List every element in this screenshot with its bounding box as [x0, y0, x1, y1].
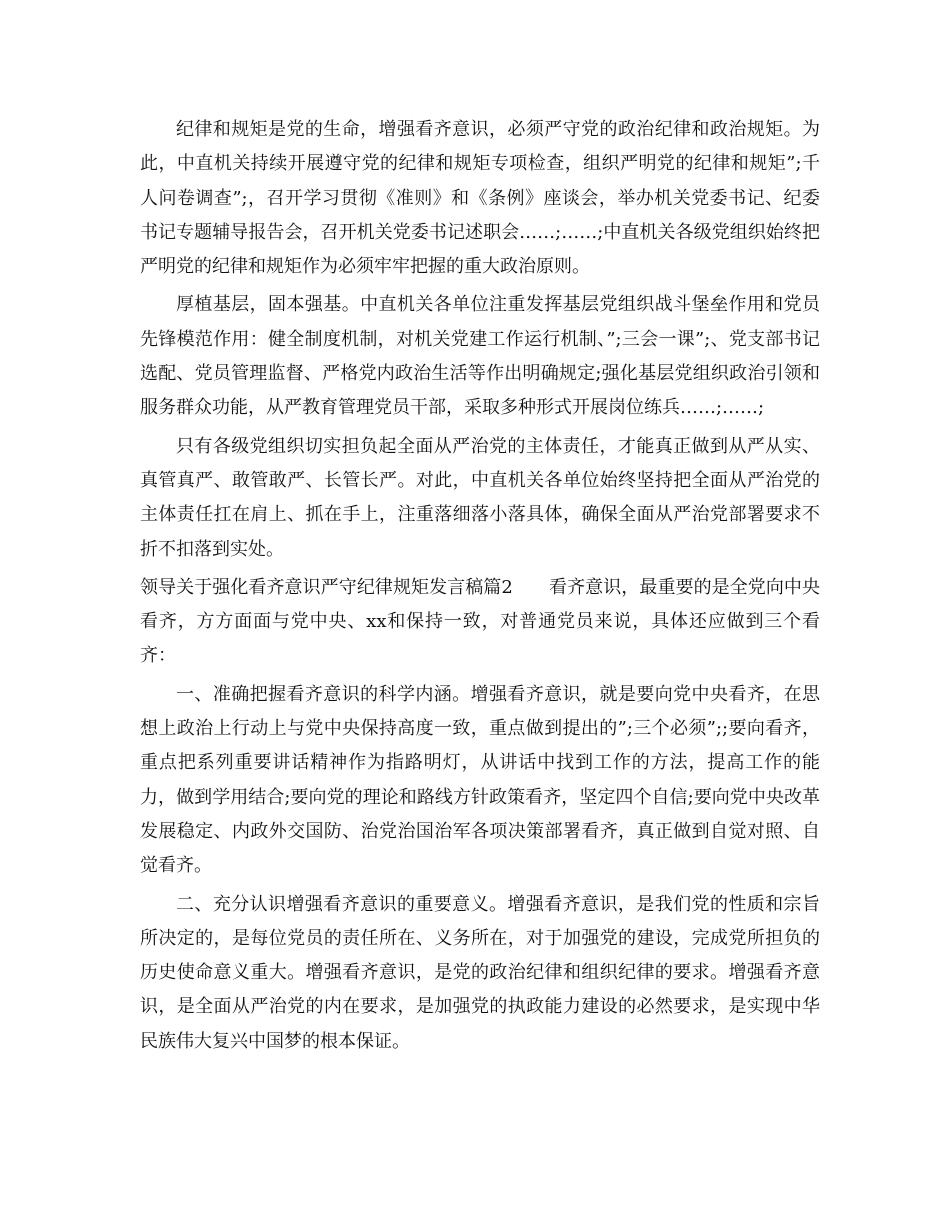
- document-body: [140, 113, 820, 1063]
- paragraph-grassroots: 厚植基层，固本强基。中直机关各单位注重发挥基层党组织战斗堡垒作用和党员先锋模范作用：健全制度机制，对机关党建工作运行机制、”;三会一课”;、党支部书记选配、党员管理监督、严格党内政治生活等作出明确规定;强化基层党组织政治引领和服务群众功能，从严教育管理党员干部，采取多种形式开展岗位练兵……;……;: [140, 294, 820, 419]
- paragraph-point-one: 一、准确把握看齐意识的科学内涵。增强看齐意识，就是要向党中央看齐，在思想上政治上行动上与党中央保持高度一致，重点做到提出的”;三个必须”;;要向看齐，重点把系列重要讲话精神作为指路明灯，从讲话中找到工作的方法，提高工作的能力，做到学用结合;要向党的理论和路线方针政策看齐，坚定四个自信;要向党中央改革发展稳定、内政外交国防、治党治国治军各项决策部署看齐，真正做到自觉对照、自觉看齐。: [140, 683, 820, 877]
- paragraph-point-two: 二、充分认识增强看齐意识的重要意义。增强看齐意识，是我们党的性质和宗旨所决定的，是每位党员的责任所在、义务所在，对于加强党的建设，完成党所担负的历史使命意义重大。增强看齐意识，是党的政治纪律和组织纪律的要求。增强看齐意识，是全面从严治党的内在要求，是加强党的执政能力建设的必然要求，是实现中华民族伟大复兴中国梦的根本保证。: [140, 893, 820, 1052]
- paragraph-responsibility: 只有各级党组织切实担负起全面从严治党的主体责任，才能真正做到从严从实、真管真严、敢管敢严、长管长严。对此，中直机关各单位始终坚持把全面从严治党的主体责任扛在肩上、抓在手上，注重落细落小落具体，确保全面从严治党部署要求不折不扣落到实处。: [140, 435, 820, 560]
- paragraph-discipline: 纪律和规矩是党的生命，增强看齐意识，必须严守党的政治纪律和政治规矩。为此，中直机关持续开展遵守党的纪律和规矩专项检查，组织严明党的纪律和规矩”;千人问卷调查”;，召开学习贯彻《准则》和《条例》座谈会，举办机关党委书记、纪委书记专题辅导报告会，召开机关党委书记述职会……;……;中直机关各级党组织始终把严明党的纪律和规矩作为必须牢牢把握的重大政治原则。: [140, 119, 820, 278]
- paragraph-speech-title: 领导关于强化看齐意识严守纪律规矩发言稿篇2 看齐意识，最重要的是全党向中央看齐，方方面面与党中央、xx和保持一致，对普通党员来说，具体还应做到三个看齐：: [140, 576, 820, 667]
